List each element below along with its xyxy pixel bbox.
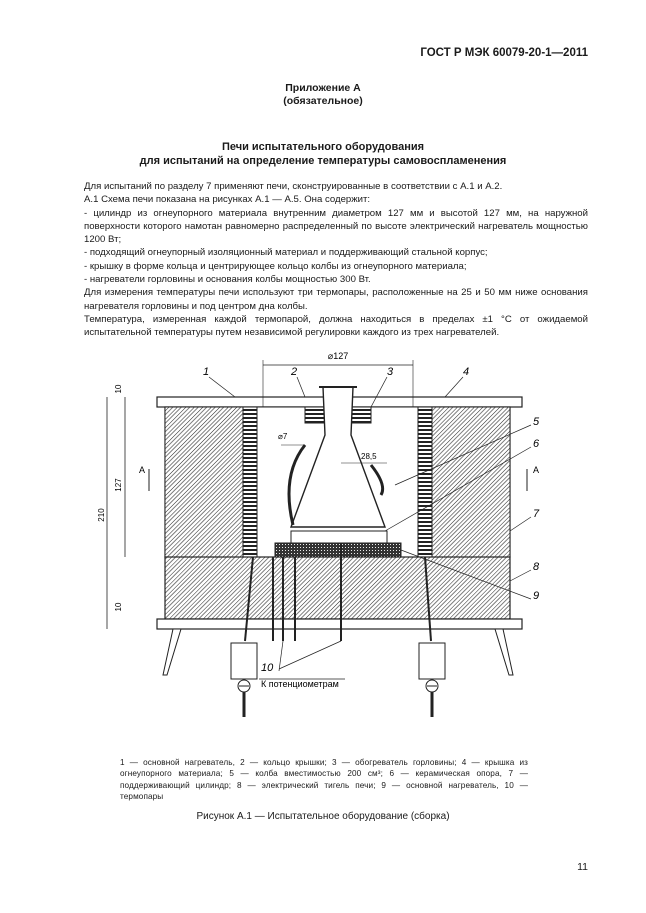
- main-heater-right: [418, 407, 432, 557]
- terminal-box-left: [231, 643, 257, 679]
- potentiometer-label: К потенциометрам: [261, 679, 339, 689]
- section-title-line1: Печи испытательного оборудования: [221, 141, 425, 153]
- paragraph-3: - цилиндр из огнеупорного материала внутренним диаметром 127 мм и высотой 127 мм, на наружной поверхности которого намотан равномерно распределенный по высоте электрический нагреватель мощностью 1200 Вт;: [84, 207, 588, 246]
- dim-d7: ⌀7: [278, 432, 288, 441]
- dim-127: 127: [114, 478, 123, 492]
- dim-10-top: 10: [114, 384, 123, 394]
- paragraph-4: - подходящий огнеупорный изоляционный материал и поддерживающий стальной корпус;: [84, 247, 488, 259]
- dim-28-5: 28,5: [361, 452, 377, 461]
- insulation-right: [432, 407, 510, 557]
- callout-8: 8: [533, 561, 540, 573]
- callout-10: 10: [261, 662, 274, 674]
- dim-diameter: ⌀127: [327, 351, 349, 361]
- callout-4: 4: [463, 366, 470, 378]
- base-plate: [157, 619, 522, 629]
- paragraph-1: Для испытаний по разделу 7 применяют печи, сконструированные в соответствии с А.1 и А.2.: [84, 181, 503, 192]
- bottom-block: [165, 557, 510, 619]
- figure-caption: Рисунок А.1 — Испытательное оборудование (сборка): [196, 811, 450, 822]
- paragraph-6: - нагреватели горловины и основания колбы мощностью 300 Вт.: [84, 274, 371, 286]
- callout-9: 9: [533, 590, 540, 602]
- terminal-box-right: [419, 643, 445, 679]
- dim-10-bottom: 10: [114, 602, 123, 612]
- body-text: [84, 180, 588, 340]
- leg-left-outer: [163, 629, 181, 675]
- callout-7: 7: [533, 508, 540, 520]
- page-number: 11: [577, 861, 588, 873]
- document-code: ГОСТ Р МЭК 60079-20-1—2011: [420, 47, 588, 59]
- section-mark-right: A: [533, 465, 540, 475]
- paragraph-5: - крышку в форме кольца и центрирующее кольцо колбы из огнеупорного материала;: [84, 260, 467, 272]
- paragraph-8: Температура, измеренная каждой термопарой, должна находиться в пределах ±1 °С от ожидаемой испытательной температуры путем независимой регулировки каждого из трех нагревателей.: [84, 313, 588, 339]
- main-heater-left: [243, 407, 257, 557]
- annex-title: Приложение А: [285, 82, 361, 94]
- callout-3: 3: [387, 366, 394, 378]
- insulation-left: [165, 407, 243, 557]
- ceramic-support: [291, 531, 387, 543]
- leg-right-outer: [495, 629, 513, 675]
- callout-5: 5: [533, 416, 540, 428]
- callout-6: 6: [533, 438, 540, 450]
- dim-210: 210: [97, 508, 106, 522]
- callout-2: 2: [291, 366, 298, 378]
- annex-status: (обязательное): [283, 95, 363, 107]
- paragraph-7: Для измерения температуры печи используют три термопары, расположенные на 25 и 50 мм ниже основания нагревателя горловины и под центром дна колбы.: [84, 287, 588, 312]
- callout-1: 1: [203, 366, 210, 378]
- figure-furnace-assembly: [95, 345, 555, 745]
- paragraph-2: А.1 Схема печи показана на рисунках А.1 — А.5. Она содержит:: [84, 194, 371, 206]
- figure-legend: 1 — основной нагреватель, 2 — кольцо крышки; 3 — обогреватель горловины; 4 — крышка из огнеупорного материала; 5 — колба вместимостью 200 см³; 6 — керамическая опора, 7 — поддерживающий цилиндр; 8 — электрический тигель печи; 9 — основной нагреватель, 10 — термопары: [120, 758, 528, 802]
- base-heater: [275, 543, 401, 557]
- section-mark-left: A: [139, 465, 146, 475]
- section-title-line2: для испытаний на определение температуры самовоспламенения: [139, 155, 507, 167]
